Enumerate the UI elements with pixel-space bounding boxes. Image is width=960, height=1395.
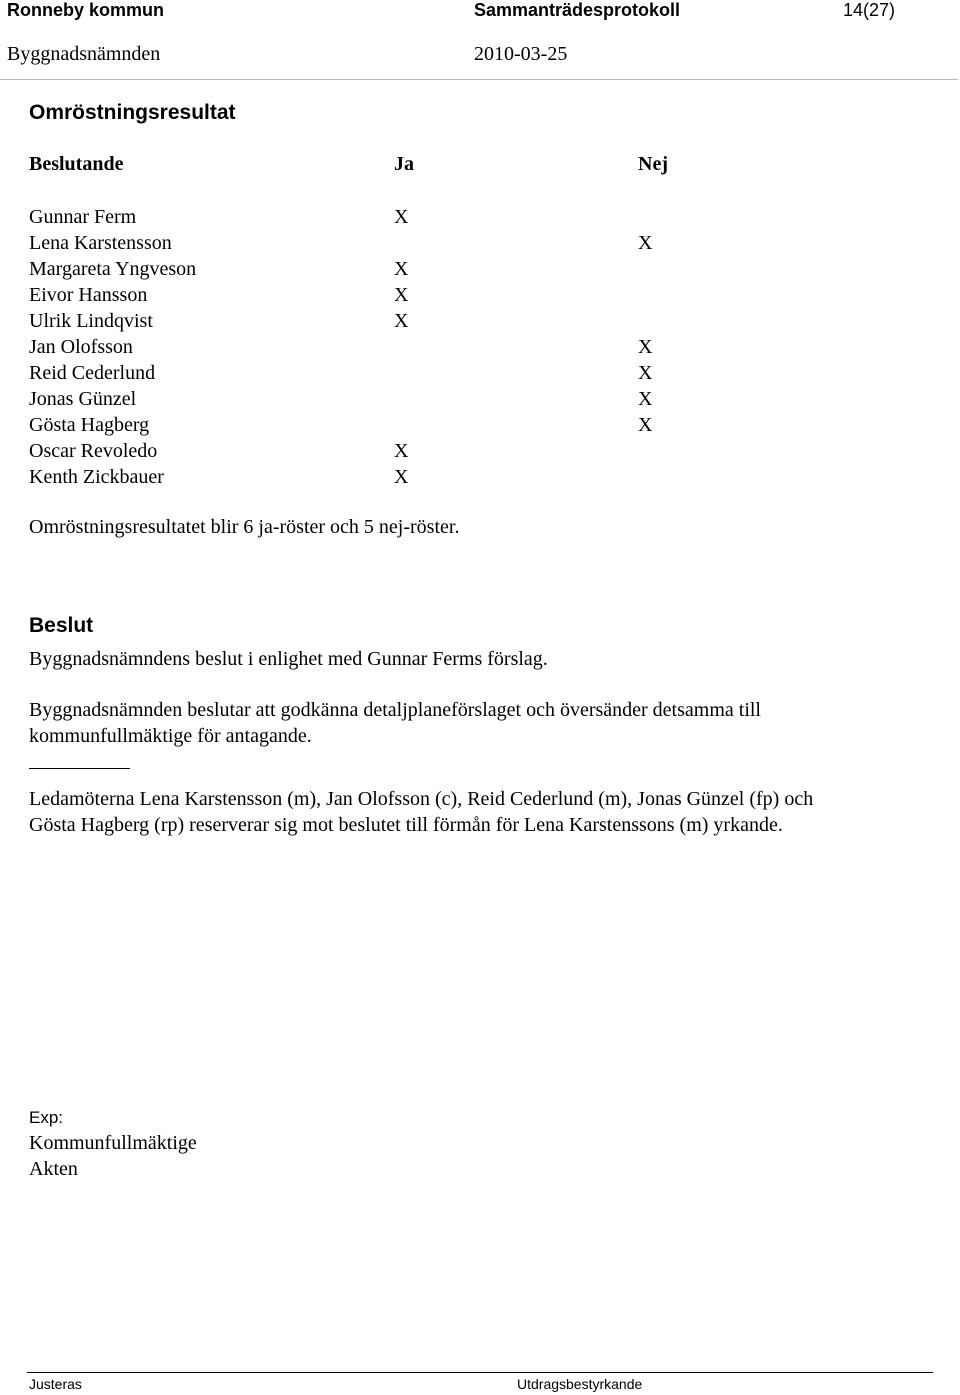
vote-yes-mark: X [394, 258, 409, 280]
vote-yes-mark: X [394, 466, 409, 488]
exp-label: Exp: [29, 1108, 64, 1127]
voting-result-text: Omröstningsresultatet blir 6 ja-röster och 5 nej-röster. [29, 516, 460, 538]
voting-title: Omröstningsresultat [29, 101, 236, 124]
vote-row [0, 464, 960, 490]
vote-no-mark: X [638, 232, 653, 254]
vote-no-mark: X [638, 388, 653, 410]
vote-no-mark: X [638, 362, 653, 384]
voter-name: Lena Karstensson [29, 232, 172, 254]
voter-name: Ulrik Lindqvist [29, 310, 153, 332]
vote-yes-mark: X [394, 284, 409, 306]
vote-row [0, 230, 960, 256]
vote-row [0, 308, 960, 334]
vote-yes-mark: X [394, 440, 409, 462]
vote-row [0, 386, 960, 412]
voter-name: Jonas Günzel [29, 388, 137, 410]
footer-justeras: Justeras [29, 1376, 82, 1392]
vote-row [0, 256, 960, 282]
column-header-name: Beslutande [29, 153, 124, 175]
decision-paragraph-2-line-1: Byggnadsnämnden beslutar att godkänna detaljplaneförslaget och översänder detsamma till [29, 699, 761, 721]
voter-name: Kenth Zickbauer [29, 466, 164, 488]
column-header-no: Nej [638, 153, 668, 175]
meeting-date: 2010-03-25 [474, 43, 568, 65]
voter-name: Jan Olofsson [29, 336, 133, 358]
voter-name: Margareta Yngveson [29, 258, 197, 280]
voter-name: Reid Cederlund [29, 362, 156, 384]
reservation-line-2: Gösta Hagberg (rp) reserverar sig mot beslutet till förmån för Lena Karstenssons (m) yrkande. [29, 814, 783, 836]
decision-paragraph-1: Byggnadsnämndens beslut i enlighet med Gunnar Ferms förslag. [29, 648, 548, 670]
exp-recipient: Akten [29, 1158, 78, 1180]
column-header-yes: Ja [394, 153, 414, 175]
voter-name: Gunnar Ferm [29, 206, 137, 228]
separator-line [29, 768, 130, 769]
exp-recipient: Kommunfullmäktige [29, 1132, 197, 1154]
voter-name: Gösta Hagberg [29, 414, 150, 436]
municipality-name: Ronneby kommun [7, 0, 165, 20]
voter-name: Eivor Hansson [29, 284, 148, 306]
vote-row [0, 204, 960, 230]
document-type: Sammanträdesprotokoll [474, 0, 681, 20]
vote-yes-mark: X [394, 206, 409, 228]
vote-yes-mark: X [394, 310, 409, 332]
vote-no-mark: X [638, 336, 653, 358]
vote-row [0, 438, 960, 464]
footer-utdragsbestyrkande: Utdragsbestyrkande [517, 1376, 643, 1392]
committee-name: Byggnadsnämnden [7, 43, 161, 65]
reservation-line-1: Ledamöterna Lena Karstensson (m), Jan Olofsson (c), Reid Cederlund (m), Jonas Günzel (fp) och [29, 788, 814, 810]
footer-divider [27, 1372, 933, 1373]
vote-row [0, 360, 960, 386]
vote-row [0, 412, 960, 438]
vote-no-mark: X [638, 414, 653, 436]
voter-name: Oscar Revoledo [29, 440, 158, 462]
header-divider [0, 79, 958, 80]
decision-title: Beslut [29, 614, 94, 637]
decision-paragraph-2-line-2: kommunfullmäktige för antagande. [29, 725, 312, 747]
vote-row [0, 334, 960, 360]
page-number: 14(27) [843, 0, 896, 20]
vote-row [0, 282, 960, 308]
